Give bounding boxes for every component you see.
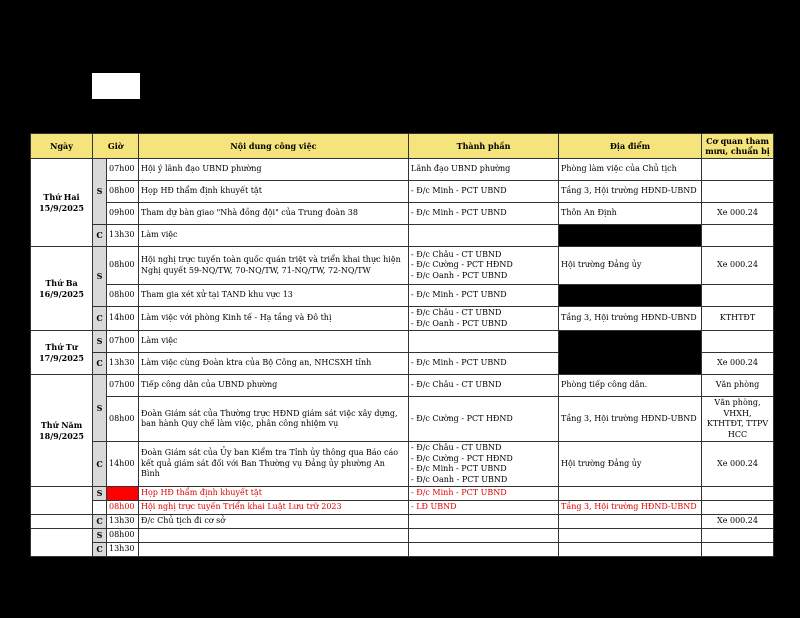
header-time: Giờ [93,134,139,159]
time-cell: 08h00 [107,397,139,442]
session-cell: S [93,529,107,543]
prep-cell: Văn phòng, VHXH, KTHTĐT, TTPV HCC [702,397,774,442]
table-row [31,529,774,543]
day-cell-mon [31,159,93,247]
day-date: 16/9/2025 [39,288,84,299]
member-line: - Đ/c Minh - PCT UBND [411,358,507,368]
day-cell-empty [31,487,93,515]
content-cell: Làm việc [139,331,409,353]
member-line: - Đ/c Oanh - PCT UBND [411,474,508,484]
place-cell: Tầng 3, Hội trường HĐND-UBND [559,501,702,515]
schedule-table [30,133,774,557]
table-row [31,307,774,331]
table-row [31,515,774,529]
prep-cell [702,225,774,247]
header-day: Ngày [31,134,93,159]
time-cell: 13h30 [107,225,139,247]
content-cell: Họp HĐ thẩm định khuyết tật [139,487,409,501]
session-cell: C [93,225,107,247]
time-cell: 08h00 [107,529,139,543]
content-cell: Làm việc với phòng Kinh tế - Hạ tầng và Đô thị [139,307,409,331]
content-cell: Đ/c Chủ tịch đi cơ sở [139,515,409,529]
member-line: - Đ/c Cường - PCT HĐND [411,453,513,463]
redacted-cell [559,331,702,375]
place-cell: Phòng tiếp công dân. [559,375,702,397]
prep-cell [702,529,774,543]
place-cell: Thôn An Định [559,203,702,225]
table-row [31,331,774,353]
day-cell-thu [31,375,93,487]
prep-cell [702,331,774,353]
members-cell [409,353,559,375]
members-cell [409,397,559,442]
table-row [31,501,774,515]
session-cell: S [93,159,107,225]
prep-cell [702,181,774,203]
place-cell [559,529,702,543]
day-cell-empty [31,529,93,557]
prep-cell [702,501,774,515]
members-cell [409,159,559,181]
content-cell: Họp HĐ thẩm định khuyết tật [139,181,409,203]
members-cell [409,501,559,515]
table-row [31,397,774,442]
time-cell: 08h00 [107,247,139,285]
content-cell: Tham gia xét xử tại TAND khu vực 13 [139,285,409,307]
place-cell: Tầng 3, Hội trường HĐND-UBND [559,181,702,203]
member-line: - Đ/c Minh - PCT UBND [411,464,507,473]
session-cell: C [93,515,107,529]
place-cell: Phòng làm việc của Chủ tịch [559,159,702,181]
content-cell: Tham dự bàn giao "Nhà đồng đội" của Trung đoàn 38 [139,203,409,225]
header-row [31,134,774,159]
prep-cell: Văn phòng [702,375,774,397]
header-place: Địa điểm [559,134,702,159]
content-cell: Làm việc cùng Đoàn ktra của Bộ Công an, NHCSXH tỉnh [139,353,409,375]
member-line: - Đ/c Cường - PCT HĐND [411,413,513,423]
place-cell: Tầng 3, Hội trường HĐND-UBND [559,397,702,442]
table-row [31,181,774,203]
prep-cell: Xe 000.24 [702,247,774,285]
time-cell: 09h00 [107,203,139,225]
member-line: - Đ/c Châu - CT UBND [411,443,502,452]
member-line: - Đ/c Minh - PCT UBND [411,488,507,498]
members-cell [409,487,559,501]
redacted-cell [559,285,702,307]
prep-cell [702,285,774,307]
members-cell [409,247,559,285]
prep-cell: Xe 000.24 [702,353,774,375]
prep-cell [702,543,774,557]
member-line: - Đ/c Minh - PCT UBND [411,186,507,196]
session-cell: C [93,353,107,375]
table-row [31,225,774,247]
session-cell: C [93,543,107,557]
member-line: - Đ/c Minh - PCT UBND [411,208,507,218]
session-cell: S [93,375,107,442]
members-cell [409,442,559,487]
prep-cell: Xe 000.24 [702,203,774,225]
members-cell [409,203,559,225]
time-cell: 08h00 [107,501,139,515]
time-cell: 14h00 [107,442,139,487]
time-cell: 13h30 [107,543,139,557]
members-cell [409,307,559,331]
time-cell: 13h30 [107,515,139,529]
table-row [31,375,774,397]
member-line: - Đ/c Châu - CT UBND [411,380,502,390]
members-cell [409,375,559,397]
time-cell: 07h00 [107,375,139,397]
table-row [31,247,774,285]
members-cell [409,515,559,529]
prep-cell [702,487,774,501]
header-members: Thành phần [409,134,559,159]
prep-cell: KTHTĐT [702,307,774,331]
session-cell [93,501,107,515]
member-line: - Đ/c Cường - PCT HĐND [411,260,513,270]
redacted-cell [559,225,702,247]
session-cell: S [93,247,107,307]
day-date: 15/9/2025 [39,202,84,213]
time-cell: 08h00 [107,285,139,307]
table-row [31,285,774,307]
content-cell [139,529,409,543]
day-name: Thứ Năm [40,420,83,430]
members-cell [409,529,559,543]
day-date: 18/9/2025 [39,430,84,441]
member-line: - LĐ UBND [411,502,457,512]
redaction-box [92,73,140,99]
content-cell: Đoàn Giám sát của Thường trực HĐND giám sát việc xây dựng, ban hành Quy chế làm việc, phân công nhiệm vụ [139,397,409,442]
member-line: - Đ/c Châu - CT UBND [411,249,502,259]
content-cell: Hội nghị trực tuyến toàn quốc quán triệt và triển khai thực hiện Nghị quyết 59-NQ/TW, 70-NQ/TW, 71-NQ/TW, 72-NQ/TW [139,247,409,285]
place-cell: Tầng 3, Hội trường HĐND-UBND [559,307,702,331]
content-cell: Đoàn Giám sát của Ủy ban Kiểm tra Tỉnh ủy thông qua Báo cáo kết quả giám sát đối với Ban Thường vụ Đảng ủy phường An Bình [139,442,409,487]
day-name: Thứ Hai [43,192,80,202]
session-cell: S [93,487,107,501]
table-row [31,203,774,225]
place-cell [559,487,702,501]
prep-cell: Xe 000.24 [702,515,774,529]
place-cell: Hội trường Đảng ủy [559,247,702,285]
table-row [31,543,774,557]
table-row [31,487,774,501]
header-prep: Cơ quan tham mưu, chuẩn bị [702,134,774,159]
content-cell [139,543,409,557]
header-content: Nội dung công việc [139,134,409,159]
content-cell: Hội nghị trực tuyến Triển khai Luật Lưu trữ 2023 [139,501,409,515]
place-cell [559,515,702,529]
member-line: - Đ/c Oanh - PCT UBND [411,270,508,280]
session-cell: C [93,442,107,487]
session-cell: C [93,307,107,331]
time-cell: 08h00 [107,181,139,203]
members-cell [409,331,559,353]
members-cell [409,225,559,247]
day-name: Thứ Tư [45,342,78,352]
member-line: Lãnh đạo UBND phường [411,164,511,174]
place-cell: Hội trường Đảng ủy [559,442,702,487]
member-line: - Đ/c Châu - CT UBND [411,308,502,317]
member-line: - Đ/c Oanh - PCT UBND [411,318,508,328]
day-name: Thứ Ba [45,278,78,288]
day-cell-empty [31,515,93,529]
day-cell-wed [31,331,93,375]
prep-cell [702,159,774,181]
time-cell: 07h00 [107,331,139,353]
table-row [31,159,774,181]
table-row [31,442,774,487]
content-cell: Hội ý lãnh đạo UBND phường [139,159,409,181]
member-line: - Đ/c Minh - PCT UBND [411,290,507,300]
prep-cell: Xe 000.24 [702,442,774,487]
members-cell [409,181,559,203]
day-date: 17/9/2025 [39,352,84,363]
day-cell-tue [31,247,93,331]
time-cell: 14h00 [107,307,139,331]
members-cell [409,285,559,307]
time-cell: 07h00 [107,159,139,181]
members-cell [409,543,559,557]
session-cell: S [93,331,107,353]
content-cell: Làm việc [139,225,409,247]
content-cell: Tiếp công dân của UBND phường [139,375,409,397]
place-cell [559,543,702,557]
time-cell [107,487,139,501]
time-cell: 13h30 [107,353,139,375]
